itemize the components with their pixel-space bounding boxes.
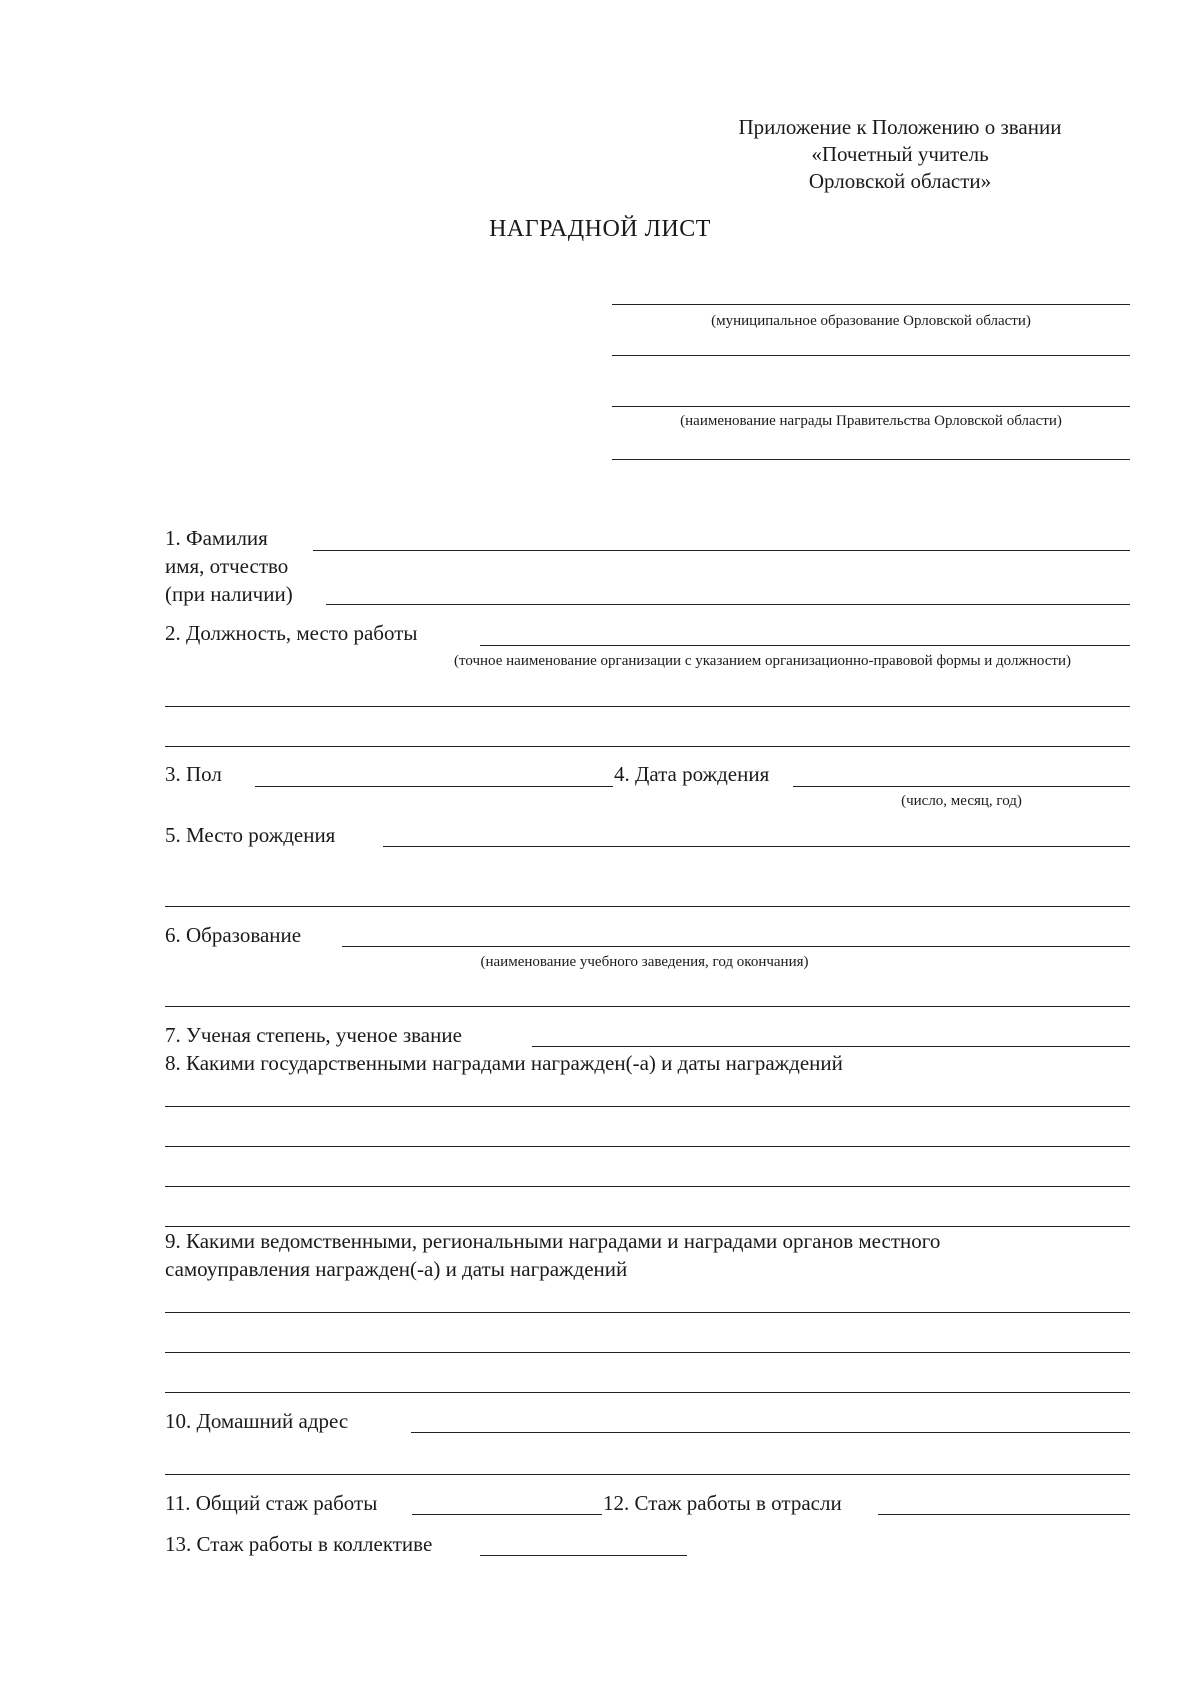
field-education-label: 6. Образование [165, 923, 302, 947]
appendix-line-2: «Почетный учитель [811, 142, 989, 166]
sex-line[interactable] [255, 786, 613, 787]
home-address-line-2[interactable] [165, 1474, 1130, 1475]
position-line-2[interactable] [165, 706, 1130, 707]
award-name-caption: (наименование награды Правительства Орловской области) [680, 413, 1062, 429]
field-patronymic-label: (при наличии) [165, 582, 293, 606]
total-experience-line[interactable] [412, 1514, 602, 1515]
home-address-line[interactable] [411, 1432, 1130, 1433]
name-patronymic-line[interactable] [326, 604, 1130, 605]
position-line[interactable] [480, 645, 1130, 646]
field-departmental-awards-label: 9. Какими ведомственными, региональными наградами и наградами органов местного [165, 1229, 941, 1253]
field-total-experience-label: 11. Общий стаж работы [165, 1491, 378, 1515]
degree-line[interactable] [532, 1046, 1130, 1047]
municipality-caption: (муниципальное образование Орловской области) [711, 313, 1031, 329]
field-surname-label: 1. Фамилия [165, 526, 268, 550]
document-title: НАГРАДНОЙ ЛИСТ [489, 216, 711, 242]
field-home-address-label: 10. Домашний адрес [165, 1409, 349, 1433]
field-collective-experience-label: 13. Стаж работы в коллективе [165, 1532, 433, 1556]
departmental-awards-line-1[interactable] [165, 1312, 1130, 1313]
surname-line[interactable] [313, 550, 1130, 551]
appendix-line-3: Орловской области» [808, 169, 992, 193]
state-awards-line-3[interactable] [165, 1186, 1130, 1187]
field-birth-place-label: 5. Место рождения [165, 823, 336, 847]
birth-place-line[interactable] [383, 846, 1130, 847]
municipality-line-2[interactable] [612, 355, 1130, 356]
field-departmental-awards-label-2: самоуправления награжден(-а) и даты награждений [165, 1257, 628, 1281]
award-name-line-2[interactable] [612, 459, 1130, 460]
collective-experience-line[interactable] [480, 1555, 687, 1556]
appendix-line-1: Приложение к Положению о звании [738, 115, 1062, 139]
education-caption: (наименование учебного заведения, год окончания) [480, 954, 809, 970]
award-name-line[interactable] [612, 406, 1130, 407]
field-sex-label: 3. Пол [165, 762, 222, 786]
field-birth-date-label: 4. Дата рождения [614, 762, 770, 786]
position-line-3[interactable] [165, 746, 1130, 747]
birth-date-caption: (число, месяц, год) [901, 793, 1022, 809]
departmental-awards-line-2[interactable] [165, 1352, 1130, 1353]
industry-experience-line[interactable] [878, 1514, 1130, 1515]
field-degree-label: 7. Ученая степень, ученое звание [165, 1023, 462, 1047]
state-awards-line-4[interactable] [165, 1226, 1130, 1227]
birth-date-line[interactable] [793, 786, 1130, 787]
education-line-2[interactable] [165, 1006, 1130, 1007]
field-state-awards-label: 8. Какими государственными наградами награжден(-а) и даты награждений [165, 1051, 843, 1075]
field-industry-experience-label: 12. Стаж работы в отрасли [603, 1491, 842, 1515]
state-awards-line-2[interactable] [165, 1146, 1130, 1147]
field-position-label: 2. Должность, место работы [165, 621, 418, 645]
education-line[interactable] [342, 946, 1130, 947]
birth-place-line-2[interactable] [165, 906, 1130, 907]
municipality-line[interactable] [612, 304, 1130, 305]
field-name-label: имя, отчество [165, 554, 289, 578]
departmental-awards-line-3[interactable] [165, 1392, 1130, 1393]
state-awards-line-1[interactable] [165, 1106, 1130, 1107]
position-caption: (точное наименование организации с указанием организационно-правовой формы и должности) [454, 653, 1071, 669]
